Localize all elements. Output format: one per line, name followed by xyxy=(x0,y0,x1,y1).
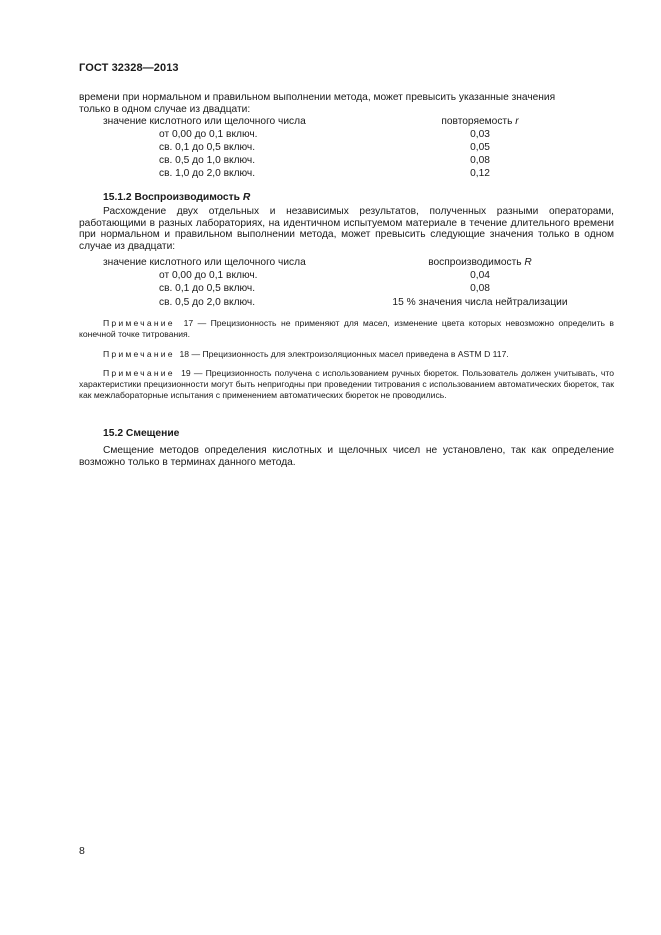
note-text: 19 — Прецизионность получена с использованием ручных бюреток. Пользователь должен учитывать, что характеристики прецизионности могут быть непригодны при проведении титрования с использованием автоматических бюреток, так как межлабораторные испытания с применением автоматических бюреток не проводились. xyxy=(79,368,614,400)
repeatability-value: 0,12 xyxy=(470,168,490,179)
reproducibility-col2-header: воспроизводимость R xyxy=(428,257,532,268)
table-row xyxy=(0,283,661,295)
table-row xyxy=(0,297,661,309)
repeatability-range: св. 1,0 до 2,0 включ. xyxy=(159,168,256,179)
note-19 xyxy=(79,368,614,401)
reproducibility-header-row xyxy=(0,257,661,269)
note-label: Примечание xyxy=(103,349,175,359)
intro-line-2: только в одном случае из двадцати: xyxy=(79,104,251,115)
note-18 xyxy=(79,349,614,360)
reproducibility-range: св. 0,5 до 2,0 включ. xyxy=(159,297,256,308)
repeatability-value: 0,03 xyxy=(470,129,490,140)
section-15-1-2-paragraph: Расхождение двух отдельных и независимых результатов, полученных разными операторами, работающими в разных лабораториях, на идентичном испытуемом материале в течение длительного времени при нормальном и правильном выполнении метода, может превысить следующие значения только в одном случае из двадцати: xyxy=(79,206,614,252)
table-row xyxy=(0,168,661,180)
section-15-2-paragraph: Смещение методов определения кислотных и щелочных чисел не установлено, так как определение возможно только в терминах данного метода. xyxy=(79,445,614,468)
reproducibility-value: 0,04 xyxy=(470,270,490,281)
section-heading-15-2: 15.2 Смещение xyxy=(103,428,180,439)
table-row xyxy=(0,270,661,282)
note-label: Примечание xyxy=(103,318,175,328)
repeatability-value: 0,05 xyxy=(470,142,490,153)
repeatability-header-row xyxy=(0,116,661,128)
reproducibility-range: от 0,00 до 0,1 включ. xyxy=(159,270,258,281)
intro-line-1: времени при нормальном и правильном выполнении метода, может превысить указанные значения xyxy=(79,92,556,103)
note-text: 17 — Прецизионность не применяют для масел, изменение цвета которых невозможно определить в конечной точке титрования. xyxy=(79,318,614,339)
repeatability-col1-header: значение кислотного или щелочного числа xyxy=(103,116,306,127)
repeatability-range: св. 0,1 до 0,5 включ. xyxy=(159,142,256,153)
reproducibility-col1-header: значение кислотного или щелочного числа xyxy=(103,257,306,268)
note-label: Примечание xyxy=(103,368,175,378)
reproducibility-range: св. 0,1 до 0,5 включ. xyxy=(159,283,256,294)
table-row xyxy=(0,155,661,167)
repeatability-value: 0,08 xyxy=(470,155,490,166)
repeatability-range: от 0,00 до 0,1 включ. xyxy=(159,129,258,140)
table-row xyxy=(0,142,661,154)
document-header-code: ГОСТ 32328—2013 xyxy=(79,62,179,74)
table-row xyxy=(0,129,661,141)
reproducibility-value: 0,08 xyxy=(470,283,490,294)
repeatability-col2-header: повторяемость r xyxy=(441,116,519,127)
section-heading-15-1-2: 15.1.2 Воспроизводимость R xyxy=(103,192,251,203)
repeatability-range: св. 0,5 до 1,0 включ. xyxy=(159,155,256,166)
note-17 xyxy=(79,318,614,340)
note-text: 18 — Прецизионность для электроизоляционных масел приведена в ASTM D 117. xyxy=(179,349,509,359)
page-number: 8 xyxy=(79,845,85,857)
reproducibility-value: 15 % значения числа нейтрализации xyxy=(392,297,568,308)
